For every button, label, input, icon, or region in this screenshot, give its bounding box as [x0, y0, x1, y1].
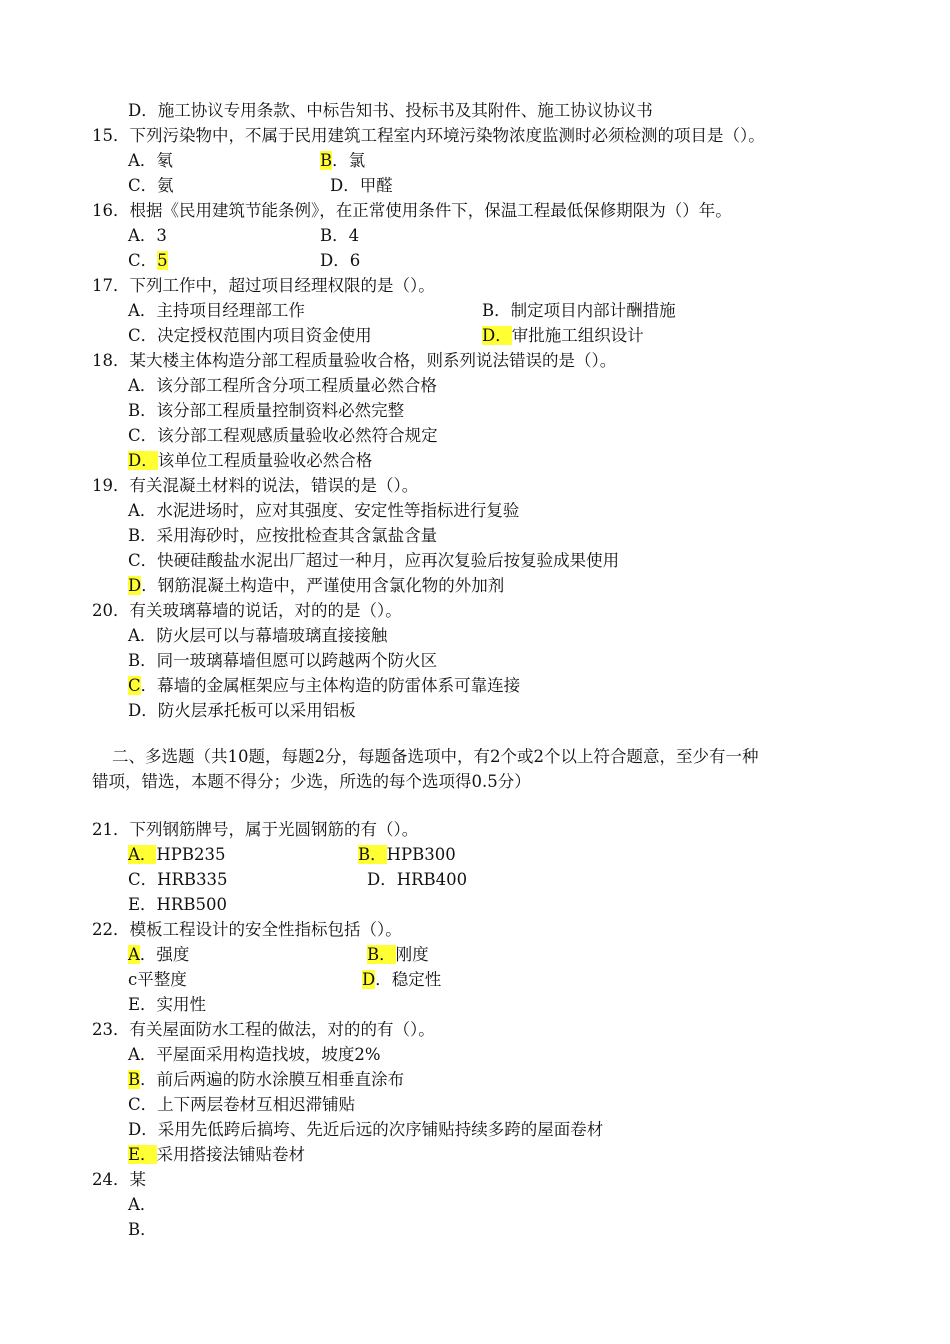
q23-option-d: D．采用先低跨后搞垮、先近后远的次序铺贴持续多跨的屋面卷材: [128, 1120, 604, 1139]
q22-option-b: [367, 943, 429, 967]
option-text: HPB235: [156, 845, 226, 864]
answer-highlight: A．: [128, 845, 157, 864]
q21-option-b: [358, 843, 456, 867]
q24-option-a: A．: [128, 1195, 157, 1214]
section-heading: 二、多选题（共10题，每题2分，每题备选项中，有2个或2个以上符合题意，至少有一种: [112, 747, 759, 766]
answer-highlight: D: [128, 576, 142, 595]
q19-option-c: C．快硬硅酸盐水泥出厂超过一种月，应再次复验后按复验成果使用: [128, 551, 620, 570]
question-24: 24．某: [92, 1170, 146, 1189]
q23-option-c: C．上下两层卷材互相迟滞铺贴: [128, 1095, 356, 1114]
answer-highlight: D．: [128, 451, 158, 470]
question-23: 23．有关屋面防水工程的做法，对的的有（）。: [92, 1020, 435, 1039]
option-text: ．强度: [139, 945, 190, 964]
answer-highlight: E．: [128, 1145, 157, 1164]
answer-highlight: D: [362, 970, 376, 989]
q14-option-d: D．施工协议专用条款、中标告知书、投标书及其附件、施工协议协议书: [128, 101, 653, 120]
q17-option-a: A．主持项目经理部工作: [128, 301, 305, 320]
q18-option-d: [128, 449, 372, 473]
q19-option-d: [128, 574, 504, 598]
q20-option-c: [128, 674, 520, 698]
q21-option-d: D．HRB400: [367, 870, 468, 889]
q19-option-b: B．采用海砂时，应按批检查其含氯盐含量: [128, 526, 438, 545]
q15-option-d: D．甲醛: [330, 176, 393, 195]
q18-option-c: C．该分部工程观感质量验收必然符合规定: [128, 426, 438, 445]
q17-option-c: C．决定授权范围内项目资金使用: [128, 326, 372, 345]
q21-option-c: C．HRB335: [128, 870, 228, 889]
option-text: ．幕墙的金属框架应与主体构造的防雷体系可靠连接: [140, 676, 521, 695]
question-20: 20．有关玻璃幕墙的说话，对的的是（）。: [92, 601, 402, 620]
option-label: C．: [128, 251, 158, 270]
q18-option-b: B．该分部工程质量控制资料必然完整: [128, 401, 405, 420]
q16-option-d: D．6: [320, 251, 361, 270]
q20-option-a: A．防火层可以与幕墙玻璃直接接触: [128, 626, 388, 645]
option-text: HPB300: [386, 845, 456, 864]
option-text: ．稳定性: [375, 970, 442, 989]
option-text: 刚度: [395, 945, 429, 964]
question-16: 16．根据《民用建筑节能条例》，在正常使用条件下，保温工程最低保修期限为（）年。: [92, 201, 732, 220]
q19-option-a: A．水泥进场时，应对其强度、安定性等指标进行复验: [128, 501, 520, 520]
question-22: 22．模板工程设计的安全性指标包括（）。: [92, 920, 402, 939]
q22-option-a: [128, 943, 189, 967]
question-17: 17．下列工作中，超过项目经理权限的是（）。: [92, 276, 435, 295]
option-text: 该单位工程质量验收必然合格: [157, 451, 373, 470]
question-15: 15．下列污染物中，不属于民用建筑工程室内环境污染物浓度监测时必须检测的项目是（）。: [92, 126, 765, 145]
q16-option-c: [128, 249, 168, 273]
answer-highlight: A: [128, 945, 140, 964]
q20-option-b: B．同一玻璃幕墙但愿可以跨越两个防火区: [128, 651, 438, 670]
option-text: ．前后两遍的防水涂膜互相垂直涂布: [140, 1070, 405, 1089]
q23-option-b: [128, 1068, 404, 1092]
option-text: 采用搭接法铺贴卷材: [156, 1145, 306, 1164]
q22-option-e: E．实用性: [128, 995, 207, 1014]
answer-highlight: B: [128, 1070, 141, 1089]
q16-option-b: B．4: [320, 226, 360, 245]
q21-option-e: E．HRB500: [128, 895, 227, 914]
option-text: ．钢筋混凝土构造中，严谨使用含氯化物的外加剂: [141, 576, 505, 595]
answer-highlight: B: [320, 151, 333, 170]
q17-option-d: [482, 324, 644, 348]
question-21: 21．下列钢筋牌号，属于光圆钢筋的有（）。: [92, 820, 419, 839]
q23-option-a: A．平屋面采用构造找坡，坡度2%: [128, 1045, 381, 1064]
q22-option-d: [362, 968, 441, 992]
answer-highlight: 5: [157, 251, 168, 270]
question-18: 18．某大楼主体构造分部工程质量验收合格，则系列说法错误的是（）。: [92, 351, 617, 370]
q22-option-c: c平整度: [128, 970, 187, 989]
q17-option-b: B．制定项目内部计酬措施: [482, 301, 676, 320]
q15-option-a: A．氡: [128, 151, 173, 170]
q20-option-d: D．防火层承托板可以采用铝板: [128, 701, 356, 720]
section-heading-continued: 错项，错选，本题不得分；少选，所选的每个选项得0.5分）: [92, 772, 531, 791]
q16-option-a: A．3: [128, 226, 167, 245]
answer-highlight: B．: [367, 945, 396, 964]
q24-option-b: B．: [128, 1220, 157, 1239]
option-text: ．氯: [332, 151, 366, 170]
answer-highlight: D．: [482, 326, 512, 345]
answer-highlight: C: [128, 676, 141, 695]
q15-option-b: [320, 149, 365, 173]
q18-option-a: A．该分部工程所含分项工程质量必然合格: [128, 376, 437, 395]
option-text: 审批施工组织设计: [511, 326, 644, 345]
q15-option-c: C．氨: [128, 176, 174, 195]
q21-option-a: [128, 843, 226, 867]
question-19: 19．有关混凝土材料的说法，错误的是（）。: [92, 476, 419, 495]
answer-highlight: B．: [358, 845, 387, 864]
q23-option-e: [128, 1143, 305, 1167]
